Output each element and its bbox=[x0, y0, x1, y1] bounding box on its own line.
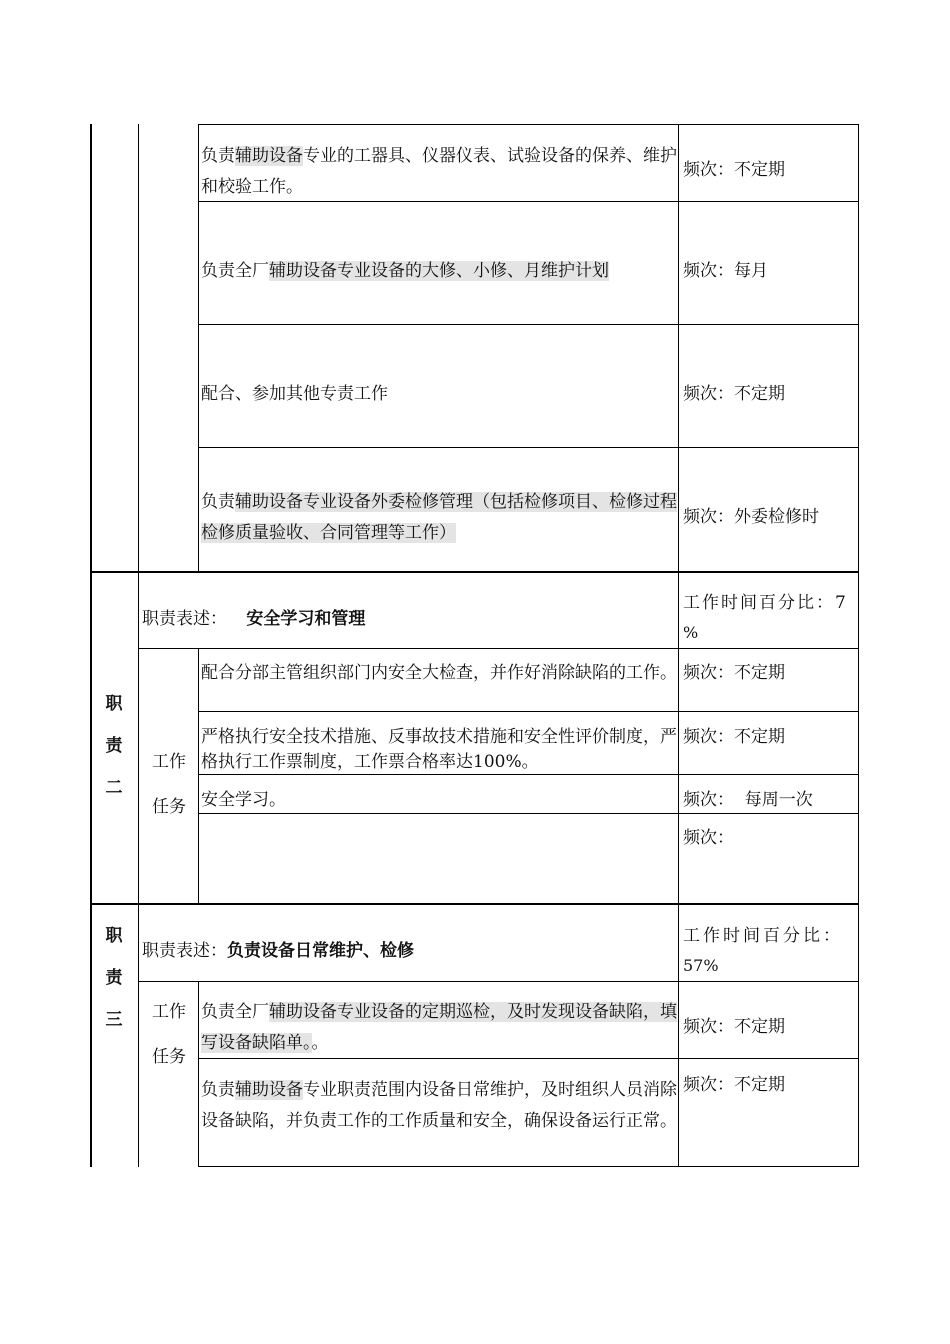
label-line: 工作 bbox=[152, 1002, 186, 1022]
text-fragment: 。 bbox=[311, 1033, 329, 1053]
description-label: 职责表述： bbox=[142, 941, 227, 961]
duty-3-label bbox=[94, 915, 134, 1041]
row-line bbox=[138, 981, 859, 982]
task-cell: 配合分部主管组织部门内安全大检查，并作好消除缺陷的工作。 bbox=[201, 663, 677, 683]
highlighted-text: 辅助设备 bbox=[235, 146, 303, 166]
column-divider-2c bbox=[198, 982, 199, 1167]
table-right-border bbox=[858, 124, 859, 1167]
frequency-cell: 频次：不定期 bbox=[683, 727, 785, 747]
duty-description bbox=[142, 936, 414, 967]
work-task-label bbox=[144, 740, 194, 830]
row-line bbox=[198, 324, 859, 325]
row-line bbox=[198, 1166, 859, 1167]
task-cell bbox=[201, 997, 677, 1059]
column-divider-2 bbox=[198, 124, 199, 572]
text-fragment: 负责 bbox=[201, 1080, 235, 1100]
label-char: 责 bbox=[105, 736, 123, 756]
label-char: 职 bbox=[105, 694, 123, 714]
text-fragment: 负责全厂 bbox=[201, 261, 269, 281]
label-line: 任务 bbox=[152, 1047, 186, 1067]
highlighted-text: 辅助设备 bbox=[235, 1080, 303, 1100]
section-separator bbox=[90, 903, 859, 905]
highlighted-text: 辅助设备专业设备外委检修管理（包括检修项目、检修过程检修质量验收、合同管理等工作） bbox=[201, 492, 677, 543]
task-cell bbox=[201, 1075, 677, 1137]
description-value: 安全学习和管理 bbox=[246, 609, 366, 629]
label-char: 三 bbox=[105, 1010, 123, 1030]
description-label: 职责表述： bbox=[142, 609, 227, 629]
task-cell bbox=[201, 379, 677, 410]
text-fragment: 专业的工器具、仪器仪表、试验设备的保养、维护和校验工作。 bbox=[201, 146, 677, 197]
text-fragment: 专业职责范围内设备日常维护，及时组织人员消除设备缺陷，并负责工作的工作质量和安全，确保设备运行正常。 bbox=[201, 1080, 677, 1131]
text-fragment: 配合、参加其他专责工作 bbox=[201, 384, 388, 404]
frequency-cell: 频次：不定期 bbox=[683, 160, 785, 180]
percentage-line: 工作时间百分比：7 bbox=[683, 593, 848, 613]
description-value: 负责设备日常维护、检修 bbox=[227, 941, 414, 961]
table-left-border bbox=[90, 124, 92, 1167]
frequency-cell: 频次：外委检修时 bbox=[683, 507, 819, 527]
column-divider-2b bbox=[198, 648, 199, 904]
percentage-line: 57% bbox=[683, 956, 719, 975]
frequency-cell: 频次： bbox=[683, 828, 734, 848]
duty-2-label bbox=[94, 683, 134, 809]
frequency-cell: 频次：不定期 bbox=[683, 1017, 785, 1037]
column-divider-3 bbox=[678, 124, 679, 1167]
text-fragment: 负责 bbox=[201, 146, 235, 166]
task-cell: 严格执行安全技术措施、反事故技术措施和安全性评价制度，严格执行工作票制度，工作票合格率达100%。 bbox=[201, 727, 677, 772]
label-char: 责 bbox=[105, 968, 123, 988]
duty-description bbox=[142, 604, 365, 635]
frequency-cell: 频次： 每周一次 bbox=[683, 790, 813, 810]
task-cell: 安全学习。 bbox=[201, 790, 286, 810]
row-line bbox=[198, 711, 859, 712]
work-task-label bbox=[144, 990, 194, 1080]
label-char: 二 bbox=[105, 778, 123, 798]
time-percentage bbox=[683, 588, 857, 648]
frequency-cell: 频次：不定期 bbox=[683, 384, 785, 404]
label-char: 职 bbox=[105, 926, 123, 946]
row-line bbox=[198, 813, 859, 814]
frequency-cell: 频次：不定期 bbox=[683, 663, 785, 683]
task-cell bbox=[201, 487, 677, 549]
percentage-line: 工作时间百分比： bbox=[683, 926, 843, 946]
task-cell bbox=[201, 256, 677, 287]
frequency-cell: 频次：每月 bbox=[683, 261, 768, 281]
task-cell bbox=[201, 141, 677, 203]
frequency-cell: 频次：不定期 bbox=[683, 1075, 785, 1095]
section-separator bbox=[90, 571, 859, 573]
time-percentage bbox=[683, 921, 857, 981]
row-line bbox=[198, 124, 859, 125]
column-divider-1 bbox=[138, 124, 139, 1167]
text-fragment: 负责全厂 bbox=[201, 1002, 269, 1022]
row-line bbox=[138, 648, 859, 649]
row-line bbox=[198, 447, 859, 448]
highlighted-text: 辅助设备专业设备的大修、小修、月维护计划 bbox=[269, 261, 609, 281]
text-fragment: 负责 bbox=[201, 492, 235, 512]
label-line: 工作 bbox=[152, 752, 186, 772]
highlighted-text: 辅助设备专业设备的定期巡检，及时发现设备缺陷，填写设备缺陷单。 bbox=[201, 1002, 677, 1053]
label-line: 任务 bbox=[152, 797, 186, 817]
percentage-line: % bbox=[683, 623, 699, 642]
